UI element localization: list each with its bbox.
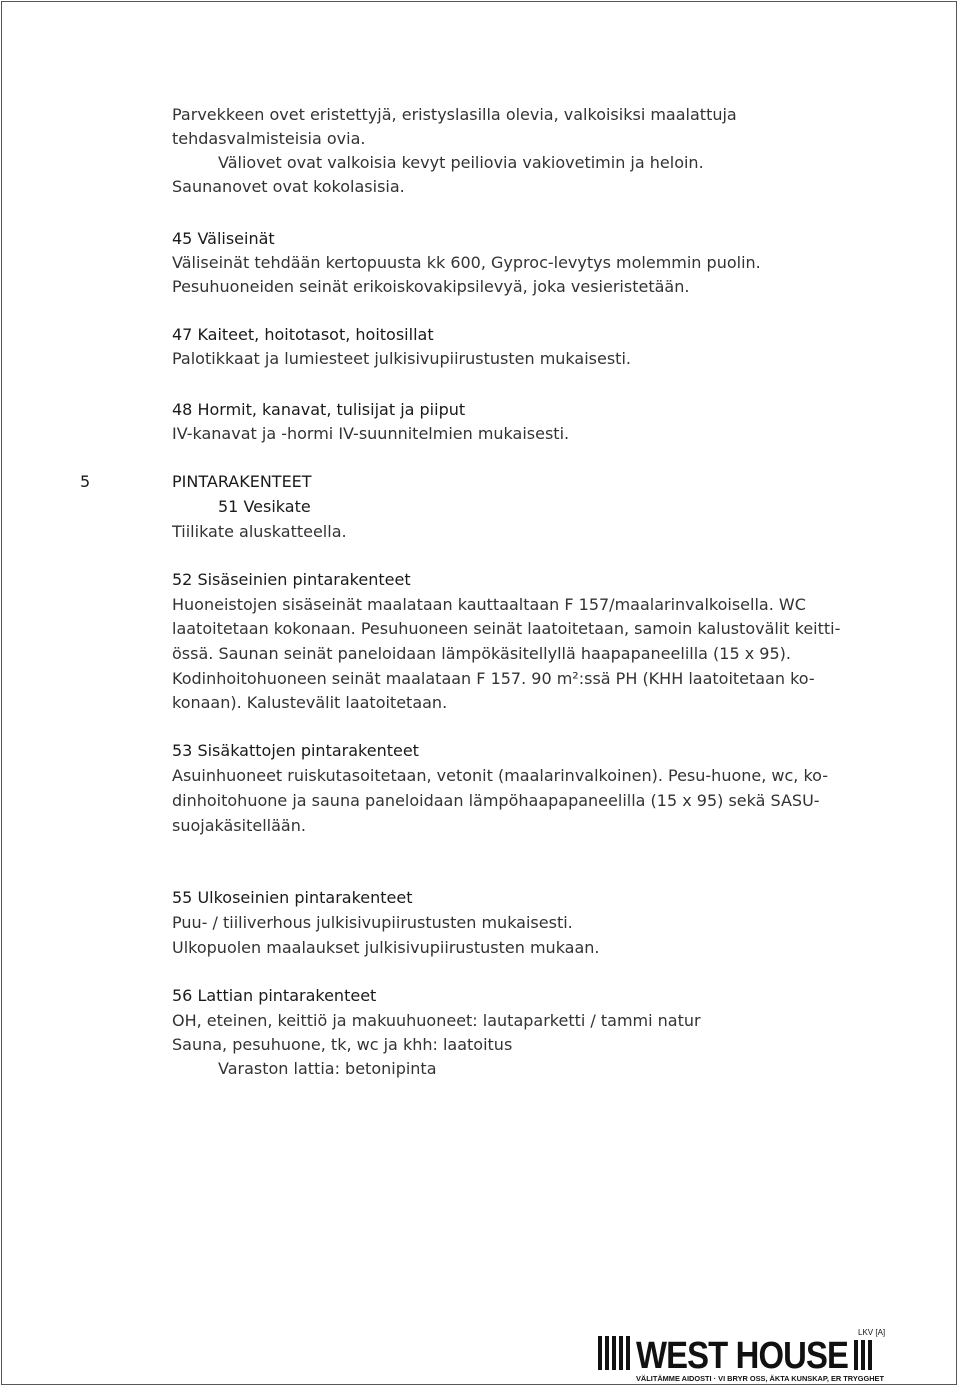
text-line: Väliovet ovat valkoisia kevyt peiliovia vakiovetimin ja heloin. [218, 153, 704, 172]
text-line: tehdasvalmisteisia ovia. [172, 129, 366, 148]
text-line: konaan). Kalustevälit laatoitetaan. [172, 693, 448, 712]
text-line: Huoneistojen sisäseinät maalataan kauttaaltaan F 157/maalarinvalkoisella. WC [172, 595, 806, 614]
section-heading: 48 Hormit, kanavat, tulisijat ja piiput [172, 400, 466, 419]
section-heading: 53 Sisäkattojen pintarakenteet [172, 741, 419, 760]
chapter-number: 5 [80, 472, 91, 491]
logo-badge: LKV [A] [858, 1328, 886, 1337]
section-heading: 45 Väliseinät [172, 229, 275, 248]
text-line: Parvekkeen ovet eristettyjä, eristyslasilla olevia, valkoisiksi maalattuja [172, 105, 737, 124]
text-line: Väliseinät tehdään kertopuusta kk 600, Gyproc-levytys molemmin puolin. [172, 253, 761, 272]
logo-tagline: VÄLITÄMME AIDOSTI · VI BRYR OSS, ÄKTA KUNSKAP, ER TRYGGHET [636, 1376, 872, 1383]
text-line: OH, eteinen, keittiö ja makuuhuoneet: lautaparketti / tammi natur [172, 1011, 701, 1030]
section-heading: 47 Kaiteet, hoitotasot, hoitosillat [172, 325, 434, 344]
text-line: Saunanovet ovat kokolasisia. [172, 177, 405, 196]
text-line: össä. Saunan seinät paneloidaan lämpökäsitellyllä haapapaneelilla (15 x 95). [172, 644, 791, 663]
text-line: Kodinhoitohuoneen seinät maalataan F 157. 90 m²:ssä PH (KHH laatoitetaan ko- [172, 669, 815, 688]
logo-wordmark: WEST HOUSE [636, 1335, 848, 1377]
logo-stripes-right [854, 1340, 872, 1370]
page-border [1, 1, 957, 1385]
text-line: suojakäsitellään. [172, 816, 306, 835]
west-house-logo [596, 1326, 888, 1384]
text-line: Ulkopuolen maalaukset julkisivupiirustusten mukaan. [172, 938, 600, 957]
text-line: laatoitetaan kokonaan. Pesuhuoneen seinät laatoitetaan, samoin kalustovälit keitti- [172, 619, 841, 638]
section-heading: 56 Lattian pintarakenteet [172, 986, 377, 1005]
text-line: dinhoitohuone ja sauna paneloidaan lämpöhaapapaneelilla (15 x 95) sekä SASU- [172, 791, 820, 810]
text-line: Tiilikate aluskatteella. [172, 522, 347, 541]
logo-stripes-left [598, 1336, 630, 1370]
section-heading: 51 Vesikate [218, 497, 311, 516]
text-line: Puu- / tiiliverhous julkisivupiirustusten mukaisesti. [172, 913, 573, 932]
section-heading: 52 Sisäseinien pintarakenteet [172, 570, 411, 589]
text-line: Asuinhuoneet ruiskutasoitetaan, vetonit (maalarinvalkoinen). Pesu-huone, wc, ko- [172, 766, 829, 785]
text-line: IV-kanavat ja -hormi IV-suunnitelmien mukaisesti. [172, 424, 570, 443]
text-line: Pesuhuoneiden seinät erikoiskovakipsilevyä, joka vesieristetään. [172, 277, 690, 296]
chapter-heading: PINTARAKENTEET [172, 472, 312, 491]
text-line: Varaston lattia: betonipinta [218, 1059, 437, 1078]
text-line: Sauna, pesuhuone, tk, wc ja khh: laatoitus [172, 1035, 513, 1054]
text-line: Palotikkaat ja lumiesteet julkisivupiirustusten mukaisesti. [172, 349, 631, 368]
section-heading: 55 Ulkoseinien pintarakenteet [172, 888, 413, 907]
